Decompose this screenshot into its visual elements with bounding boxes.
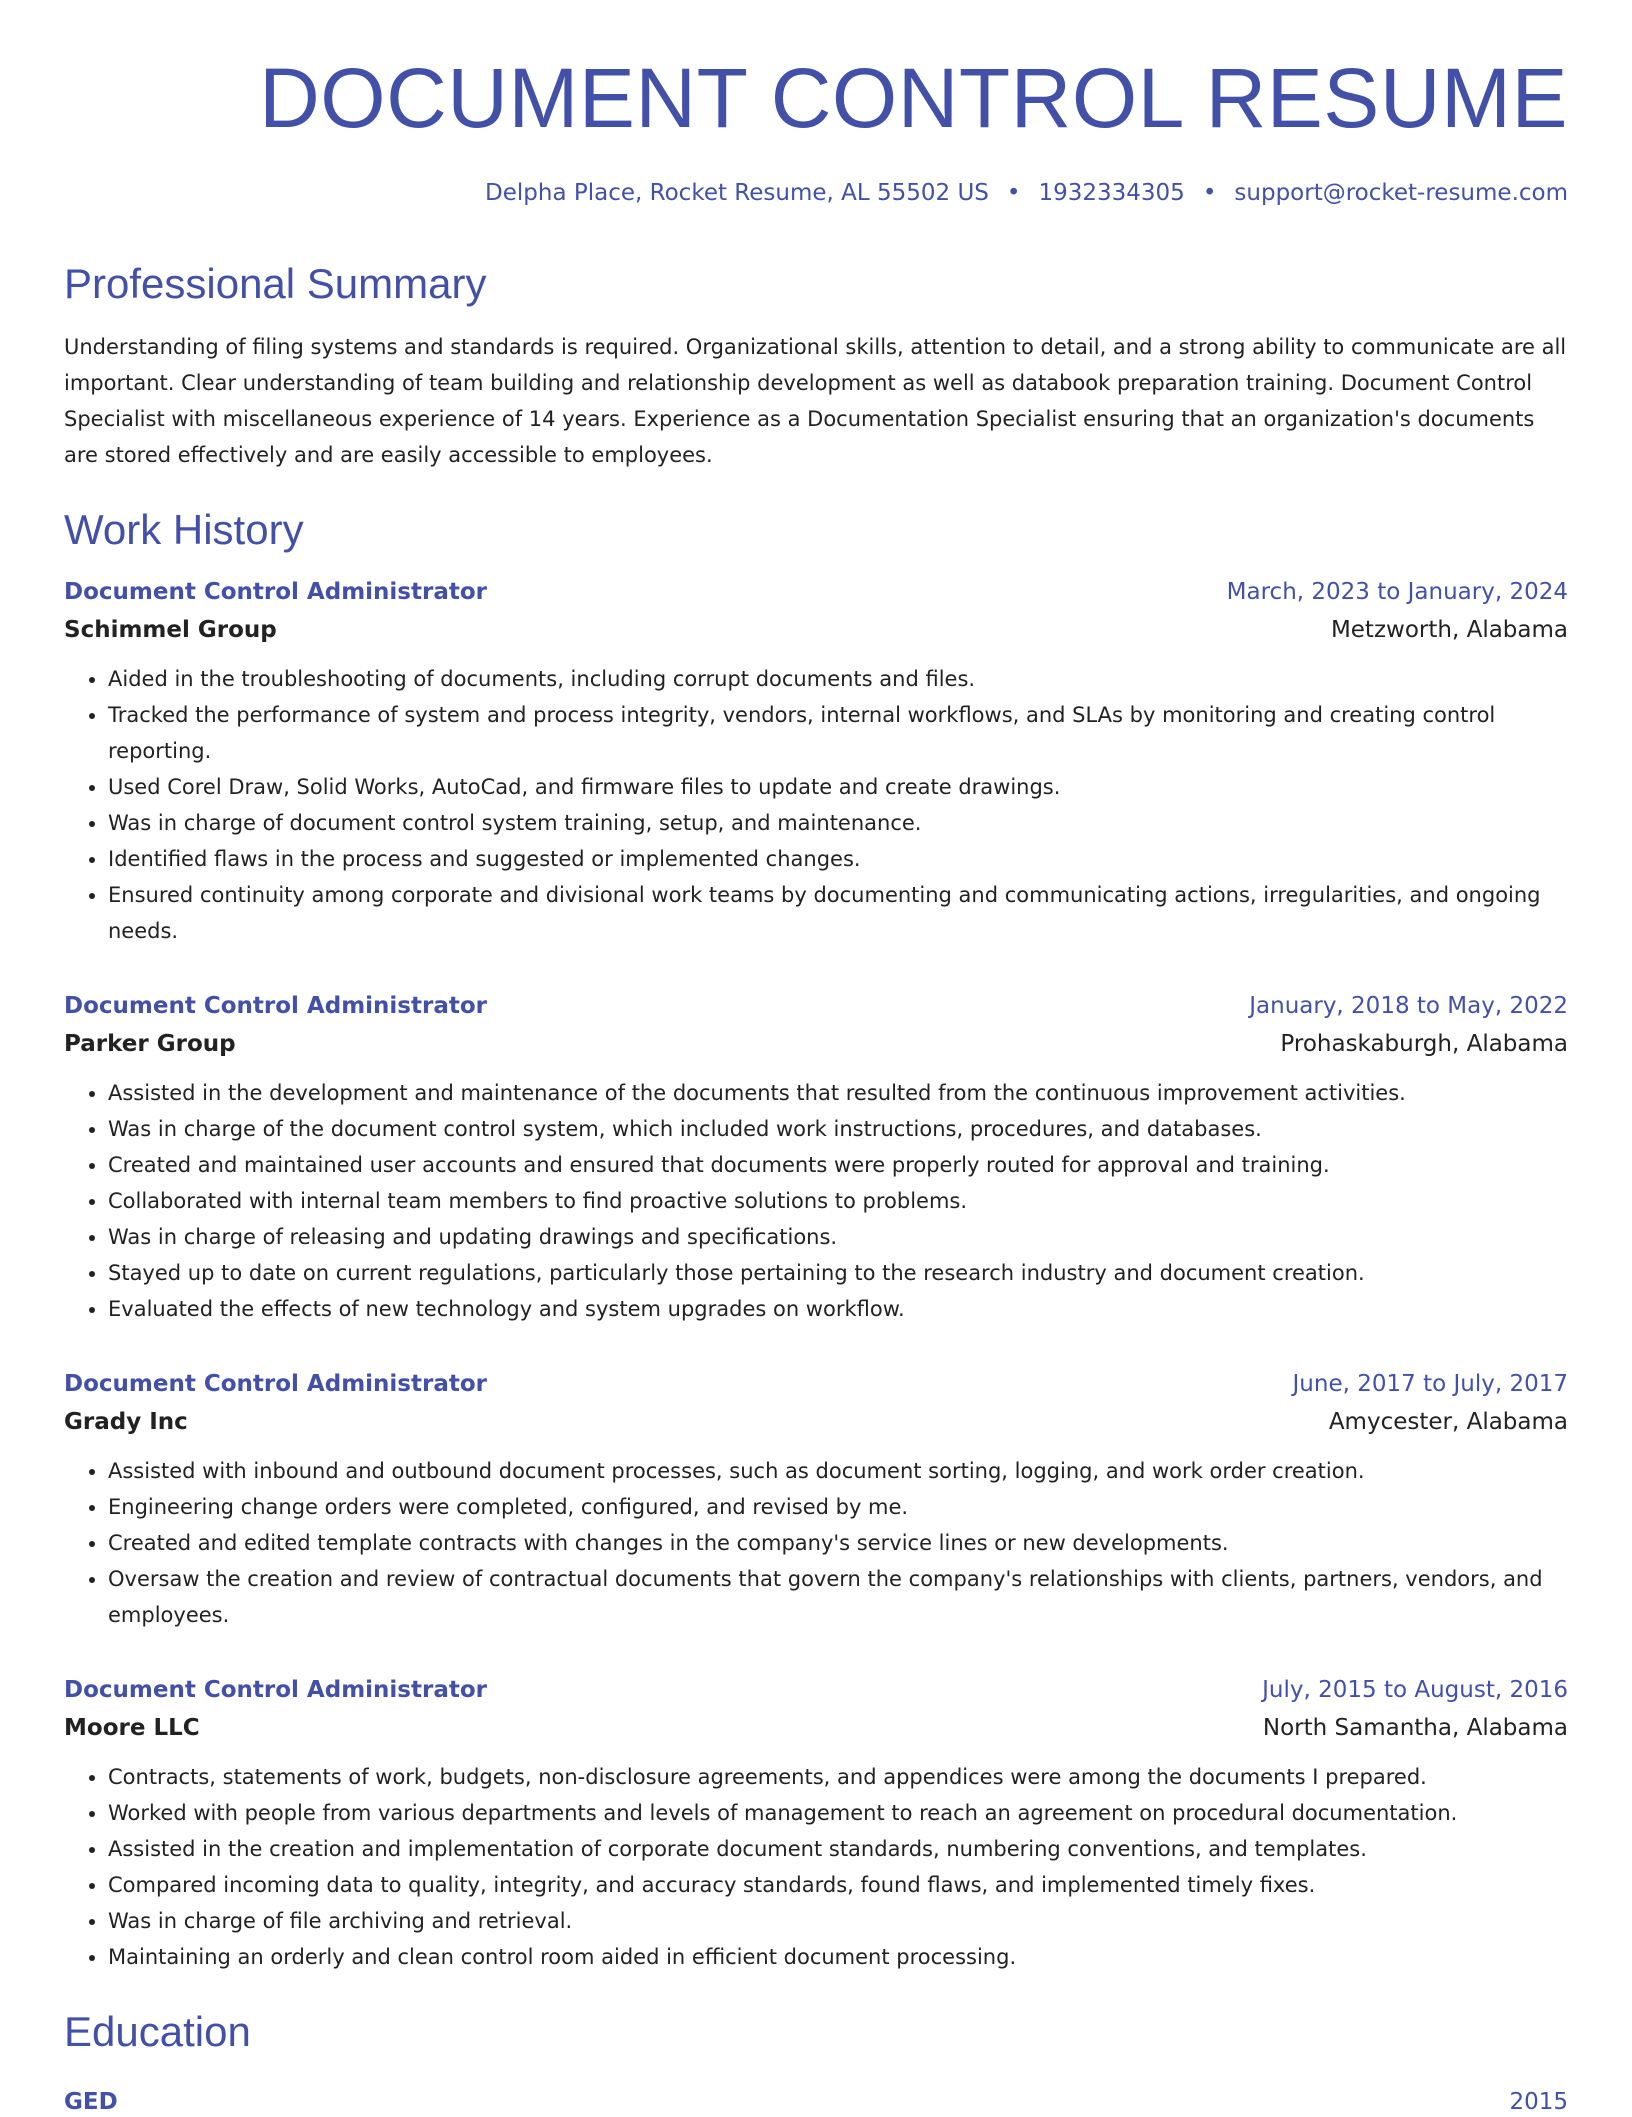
- job-title-row: [64, 1675, 1568, 1705]
- job-bullet: • Created and maintained user accounts and ensured that documents were properly routed for approval and training.: [108, 1147, 1568, 1183]
- job-bullet: • Ensured continuity among corporate and divisional work teams by documenting and communicating actions, irregularities, and ongoing needs.: [108, 877, 1568, 949]
- job-entry: [64, 1369, 1568, 1633]
- job-bullet: • Oversaw the creation and review of contractual documents that govern the company's relationships with clients, partners, vendors, and employees.: [108, 1561, 1568, 1633]
- job-bullet: • Assisted with inbound and outbound document processes, such as document sorting, logging, and work order creation.: [108, 1453, 1568, 1489]
- education-row: [64, 2087, 1568, 2117]
- job-company: Parker Group: [64, 1031, 236, 1057]
- education-heading: Education: [64, 2008, 251, 2055]
- job-bullet-list: [64, 661, 1568, 949]
- job-bullet: • Compared incoming data to quality, integrity, and accuracy standards, found flaws, and implemented timely fixes.: [108, 1867, 1568, 1903]
- job-bullet: • Was in charge of releasing and updating drawings and specifications.: [108, 1219, 1568, 1255]
- job-bullet: • Aided in the troubleshooting of documents, including corrupt documents and files.: [108, 661, 1568, 697]
- job-entry: [64, 991, 1568, 1327]
- job-company: Schimmel Group: [64, 617, 277, 643]
- job-location: Prohaskaburgh, Alabama: [1280, 1031, 1568, 1057]
- summary-text: Understanding of filing systems and standards is required. Organizational skills, attention to detail, and a strong ability to communicate are all important. Clear understanding of team building and relationship development as well as databook preparation training. Document Control Specialist with miscellaneous experience of 14 years. Experience as a Documentation Specialist ensuring that an organization's documents are stored effectively and are easily accessible to employees.: [64, 335, 1567, 467]
- job-dates: January, 2018 to May, 2022: [1249, 993, 1568, 1019]
- job-position: Document Control Administrator: [64, 579, 487, 605]
- job-location: North Samantha, Alabama: [1262, 1715, 1568, 1741]
- job-entry: [64, 1675, 1568, 1975]
- job-position: Document Control Administrator: [64, 1371, 487, 1397]
- job-bullet: • Created and edited template contracts with changes in the company's service lines or new developments.: [108, 1525, 1568, 1561]
- job-dates: March, 2023 to January, 2024: [1226, 579, 1568, 605]
- contact-separator: •: [1202, 180, 1217, 206]
- job-bullet: • Worked with people from various departments and levels of management to reach an agreement on procedural documentation.: [108, 1795, 1568, 1831]
- job-bullet: • Used Corel Draw, Solid Works, AutoCad, and firmware files to update and create drawings.: [108, 769, 1568, 805]
- job-bullet-list: [64, 1453, 1568, 1633]
- job-dates: June, 2017 to July, 2017: [1292, 1371, 1568, 1397]
- job-bullet: • Collaborated with internal team members to find proactive solutions to problems.: [108, 1183, 1568, 1219]
- job-position: Document Control Administrator: [64, 1677, 487, 1703]
- job-company-row: [64, 1407, 1568, 1437]
- job-title-row: [64, 577, 1568, 607]
- contact-line: [64, 182, 1568, 205]
- contact-email: support@rocket-resume.com: [1234, 180, 1568, 206]
- job-company-row: [64, 1029, 1568, 1059]
- job-bullet: • Assisted in the development and maintenance of the documents that resulted from the continuous improvement activities.: [108, 1075, 1568, 1111]
- job-location: Metzworth, Alabama: [1330, 617, 1568, 643]
- job-bullet: • Was in charge of file archiving and retrieval.: [108, 1903, 1568, 1939]
- job-bullet: • Contracts, statements of work, budgets, non-disclosure agreements, and appendices were among the documents I prepared.: [108, 1759, 1568, 1795]
- resume-header: [64, 51, 1568, 206]
- job-bullet-list: [64, 1075, 1568, 1327]
- job-bullet: • Assisted in the creation and implementation of corporate document standards, numbering conventions, and templates.: [108, 1831, 1568, 1867]
- work-history-heading: Work History: [64, 506, 304, 553]
- education-degree: GED: [64, 2089, 118, 2115]
- job-company: Grady Inc: [64, 1409, 188, 1435]
- job-dates: July, 2015 to August, 2016: [1262, 1677, 1568, 1703]
- document-title: DOCUMENT CONTROL RESUME: [259, 51, 1568, 145]
- job-bullet: • Engineering change orders were completed, configured, and revised by me.: [108, 1489, 1568, 1525]
- job-bullet-list: [64, 1759, 1568, 1975]
- job-bullet: • Identified flaws in the process and suggested or implemented changes.: [108, 841, 1568, 877]
- job-entry: [64, 577, 1568, 949]
- job-position: Document Control Administrator: [64, 993, 487, 1019]
- job-location: Amycester, Alabama: [1328, 1409, 1568, 1435]
- job-bullet: • Evaluated the effects of new technology and system upgrades on workflow.: [108, 1291, 1568, 1327]
- job-bullet: • Tracked the performance of system and process integrity, vendors, internal workflows, and SLAs by monitoring and creating control reporting.: [108, 697, 1568, 769]
- job-bullet: • Was in charge of the document control system, which included work instructions, procedures, and databases.: [108, 1111, 1568, 1147]
- job-bullet: • Stayed up to date on current regulations, particularly those pertaining to the research industry and document creation.: [108, 1255, 1568, 1291]
- contact-phone: 1932334305: [1038, 180, 1185, 206]
- job-company-row: [64, 1713, 1568, 1743]
- summary-heading: Professional Summary: [64, 260, 487, 307]
- job-title-row: [64, 991, 1568, 1021]
- job-company-row: [64, 615, 1568, 645]
- contact-separator: •: [1006, 180, 1021, 206]
- job-bullet: • Was in charge of document control system training, setup, and maintenance.: [108, 805, 1568, 841]
- job-bullet: • Maintaining an orderly and clean control room aided in efficient document processing.: [108, 1939, 1568, 1975]
- job-title-row: [64, 1369, 1568, 1399]
- job-company: Moore LLC: [64, 1715, 200, 1741]
- contact-address: Delpha Place, Rocket Resume, AL 55502 US: [485, 180, 989, 206]
- education-year: 2015: [1509, 2089, 1568, 2115]
